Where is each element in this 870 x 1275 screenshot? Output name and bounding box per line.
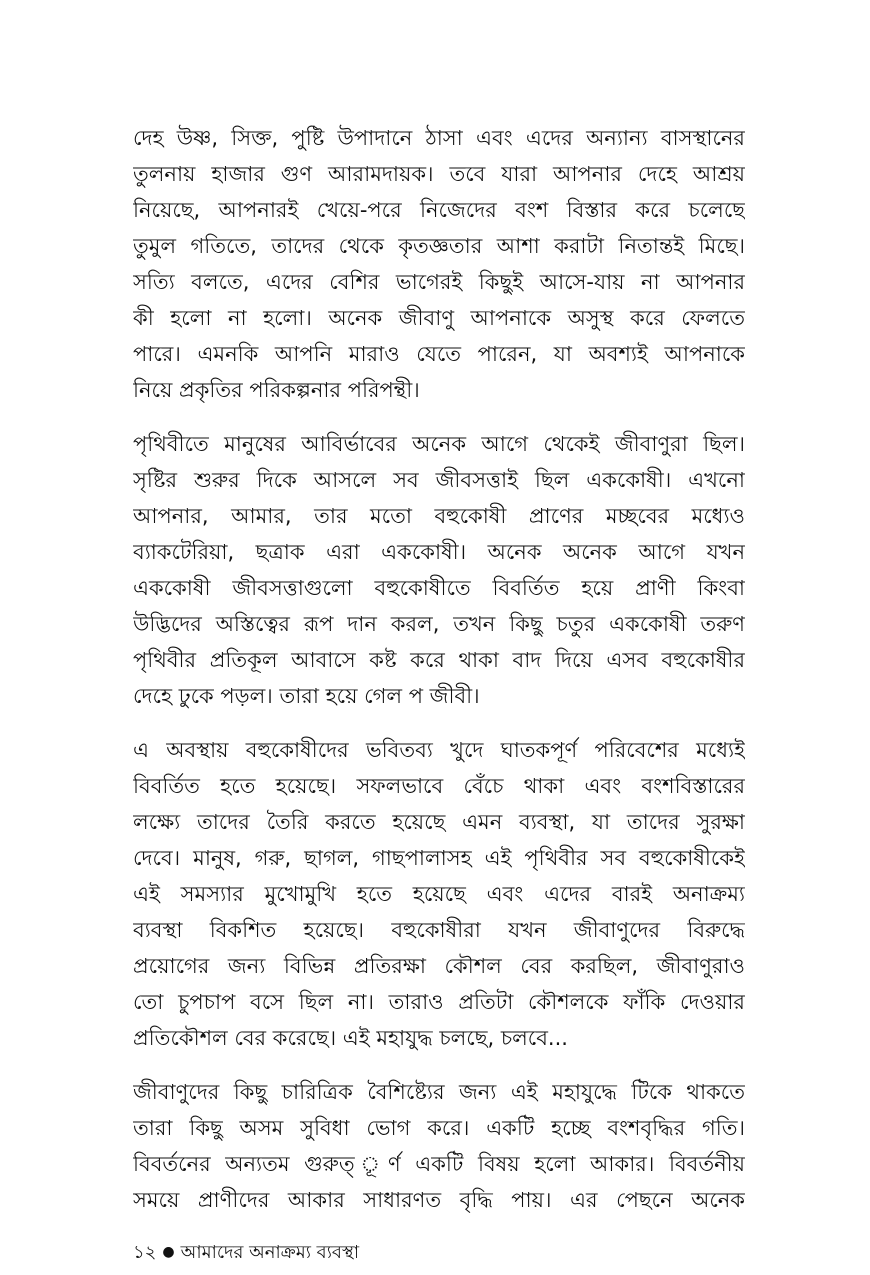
text-line: দেহ উষ্ণ, সিক্ত, পুষ্টি উপাদানে ঠাসা এবং এদের অন্যান্য বাসস্থানের xyxy=(133,126,745,150)
text-line: তুমুল গতিতে, তাদের থেকে কৃতজ্ঞতার আশা করাটা নিতান্তই মিছে। xyxy=(133,234,745,258)
text-line: কী হলো না হলো। অনেক জীবাণু আপনাকে অসুস্থ করে ফেলতে xyxy=(133,306,745,330)
text-line: বিবর্তনের অন্যতম গুরুত্ ূর্ণ একটি বিষয় হলো আকার। বিবর্তনীয় xyxy=(133,1152,745,1176)
text-line: সত্যি বলতে, এদের বেশির ভাগেরই কিছুই আসে-যায় না আপনার xyxy=(133,270,745,294)
book-title: আমাদের অনাক্রম্য ব্যবস্থা xyxy=(180,1242,360,1263)
text-line: লক্ষ্যে তাদের তৈরি করতে হয়েছে এমন ব্যবস্থা, যা তাদের সুরক্ষা xyxy=(133,810,745,834)
text-line: নিয়ে প্রকৃতির পরিকল্পনার পরিপন্থী। xyxy=(133,378,420,402)
text-line: ব্যবস্থা বিকশিত হয়েছে। বহুকোষীরা যখন জীবাণুদের বিরুদ্ধে xyxy=(133,918,745,942)
paragraph xyxy=(133,426,745,714)
text-line: আপনার, আমার, তার মতো বহুকোষী প্রাণের মচ্ছবের মধ্যেও xyxy=(133,504,745,528)
text-line: এই সমস্যার মুখোমুখি হতে হয়েছে এবং এদের বারই অনাক্রম্য xyxy=(133,882,745,906)
text-line: সময়ে প্রাণীদের আকার সাধারণত বৃদ্ধি পায়। এর পেছনে অনেক xyxy=(133,1188,745,1212)
text-line: উদ্ভিদের অস্তিত্বের রূপ দান করল, তখন কিছু চতুর এককোষী তরুণ xyxy=(133,612,745,636)
text-line: প্রতিকৌশল বের করেছে। এই মহাযুদ্ধ চলছে, চলবে... xyxy=(133,1026,568,1050)
paragraph xyxy=(133,1074,745,1218)
text-line: সৃষ্টির শুরুর দিকে আসলে সব জীবসত্তাই ছিল এককোষী। এখনো xyxy=(133,468,745,492)
text-line: এ অবস্থায় বহুকোষীদের ভবিতব্য খুদে ঘাতকপূর্ণ পরিবেশের মধ্যেই xyxy=(133,738,745,762)
page-number: ১২ xyxy=(133,1242,157,1263)
text-line: পারে। এমনকি আপনি মারাও যেতে পারেন, যা অবশ্যই আপনাকে xyxy=(133,342,745,366)
text-line: তো চুপচাপ বসে ছিল না। তারাও প্রতিটা কৌশলকে ফাঁকি দেওয়ার xyxy=(133,990,745,1014)
text-line: জীবাণুদের কিছু চারিত্রিক বৈশিষ্ট্যের জন্য এই মহাযুদ্ধে টিকে থাকতে xyxy=(133,1080,745,1104)
text-line: তারা কিছু অসম সুবিধা ভোগ করে। একটি হচ্ছে বংশবৃদ্ধির গতি। xyxy=(133,1116,745,1140)
paragraph xyxy=(133,120,745,408)
text-line: তুলনায় হাজার গুণ আরামদায়ক। তবে যারা আপনার দেহে আশ্রয় xyxy=(133,162,745,186)
text-line: ব্যাকটেরিয়া, ছত্রাক এরা এককোষী। অনেক অনেক আগে যখন xyxy=(133,540,745,564)
text-line: এককোষী জীবসত্তাগুলো বহুকোষীতে বিবর্তিত হয়ে প্রাণী কিংবা xyxy=(133,576,745,600)
bullet-separator: ● xyxy=(162,1244,175,1260)
page-body xyxy=(133,120,745,1236)
text-line: পৃথিবীর প্রতিকূল আবাসে কষ্ট করে থাকা বাদ দিয়ে এসব বহুকোষীর xyxy=(133,648,745,672)
text-line: প্রয়োগের জন্য বিভিন্ন প্রতিরক্ষা কৌশল বের করছিল, জীবাণুরাও xyxy=(133,954,745,978)
text-line: পৃথিবীতে মানুষের আবির্ভাবের অনেক আগে থেকেই জীবাণুরা ছিল। xyxy=(133,432,745,456)
text-line: বিবর্তিত হতে হয়েছে। সফলভাবে বেঁচে থাকা এবং বংশবিস্তারের xyxy=(133,774,745,798)
paragraph xyxy=(133,732,745,1056)
text-line: দেবে। মানুষ, গরু, ছাগল, গাছপালাসহ এই পৃথিবীর সব বহুকোষীকেই xyxy=(133,846,745,870)
text-line: দেহে ঢুকে পড়ল। তারা হয়ে গেল প জীবী। xyxy=(133,684,480,708)
page-footer xyxy=(133,1240,359,1265)
text-line: নিয়েছে, আপনারই খেয়ে-পরে নিজেদের বংশ বিস্তার করে চলেছে xyxy=(133,198,745,222)
